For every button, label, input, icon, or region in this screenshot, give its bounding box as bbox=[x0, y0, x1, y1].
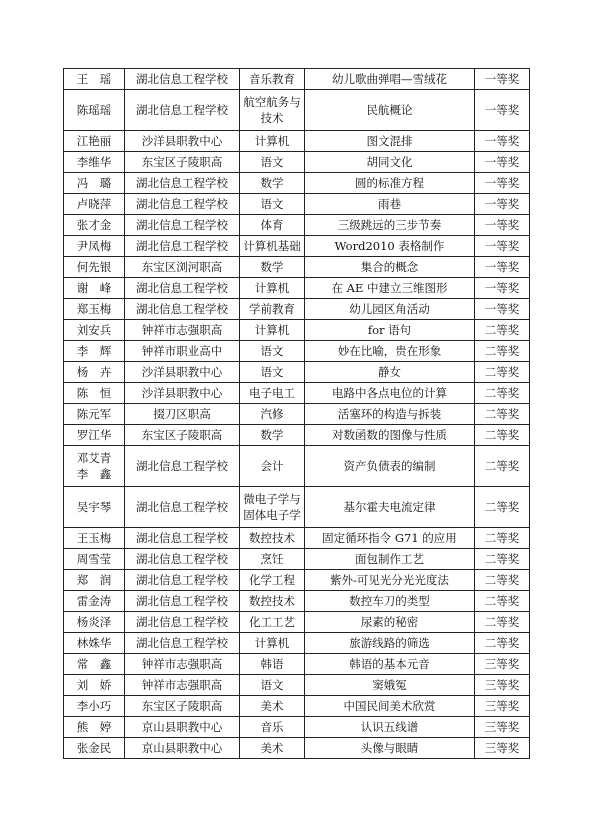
lesson-topic-cell: 电路中各点电位的计算 bbox=[305, 383, 475, 404]
lesson-topic-cell: 圆的标准方程 bbox=[305, 173, 475, 194]
lesson-topic-cell: 三级跳远的三步节奏 bbox=[305, 215, 475, 236]
major-cell: 学前教育 bbox=[240, 299, 305, 320]
award-level-cell: 一等奖 bbox=[475, 131, 530, 152]
school-cell: 湖北信息工程学校 bbox=[125, 487, 240, 528]
major-cell: 韩语 bbox=[240, 654, 305, 675]
school-cell: 湖北信息工程学校 bbox=[125, 446, 240, 487]
table-row bbox=[64, 654, 530, 675]
award-level-cell: 三等奖 bbox=[475, 675, 530, 696]
school-cell: 掇刀区职高 bbox=[125, 404, 240, 425]
major-cell: 电子电工 bbox=[240, 383, 305, 404]
school-cell: 湖北信息工程学校 bbox=[125, 90, 240, 131]
teacher-name-cell: 张金民 bbox=[64, 738, 125, 759]
teacher-name-cell: 刘安兵 bbox=[64, 320, 125, 341]
lesson-topic-cell: 静女 bbox=[305, 362, 475, 383]
teacher-name-cell: 周雪莹 bbox=[64, 549, 125, 570]
lesson-topic-cell: 窦娥冤 bbox=[305, 675, 475, 696]
lesson-topic-cell: 在 AE 中建立三维图形 bbox=[305, 278, 475, 299]
award-level-cell: 二等奖 bbox=[475, 591, 530, 612]
teacher-name-cell: 陈元军 bbox=[64, 404, 125, 425]
teacher-name-cell: 林姝华 bbox=[64, 633, 125, 654]
award-level-cell: 二等奖 bbox=[475, 383, 530, 404]
school-cell: 东宝区子陵职高 bbox=[125, 696, 240, 717]
award-level-cell: 三等奖 bbox=[475, 654, 530, 675]
table-row bbox=[64, 320, 530, 341]
teacher-name-cell: 何先银 bbox=[64, 257, 125, 278]
award-level-cell: 二等奖 bbox=[475, 633, 530, 654]
award-level-cell: 二等奖 bbox=[475, 362, 530, 383]
table-row bbox=[64, 717, 530, 738]
lesson-topic-cell: 面包制作工艺 bbox=[305, 549, 475, 570]
lesson-topic-cell: 紫外-可见光分光光度法 bbox=[305, 570, 475, 591]
major-cell: 计算机 bbox=[240, 320, 305, 341]
school-cell: 京山县职教中心 bbox=[125, 738, 240, 759]
table-row bbox=[64, 341, 530, 362]
teacher-name-cell: 王玉梅 bbox=[64, 528, 125, 549]
teacher-name-cell bbox=[64, 446, 125, 487]
award-level-cell: 二等奖 bbox=[475, 487, 530, 528]
teacher-name-cell-line: 李 鑫 bbox=[76, 467, 112, 481]
major-cell bbox=[240, 487, 305, 528]
teacher-name-cell-line: 邓艾青 bbox=[76, 451, 112, 465]
school-cell: 湖北信息工程学校 bbox=[125, 173, 240, 194]
table-row bbox=[64, 425, 530, 446]
school-cell: 湖北信息工程学校 bbox=[125, 69, 240, 90]
major-cell: 数控技术 bbox=[240, 591, 305, 612]
table-row bbox=[64, 570, 530, 591]
teacher-name-cell: 谢 峰 bbox=[64, 278, 125, 299]
teacher-name-cell: 郑玉梅 bbox=[64, 299, 125, 320]
major-cell: 化工工艺 bbox=[240, 612, 305, 633]
lesson-topic-cell: for 语句 bbox=[305, 320, 475, 341]
major-cell: 美术 bbox=[240, 738, 305, 759]
award-level-cell: 一等奖 bbox=[475, 299, 530, 320]
school-cell: 钟祥市志强职高 bbox=[125, 320, 240, 341]
lesson-topic-cell: 雨巷 bbox=[305, 194, 475, 215]
major-cell: 计算机 bbox=[240, 131, 305, 152]
major-cell: 体育 bbox=[240, 215, 305, 236]
table-row bbox=[64, 362, 530, 383]
award-level-cell: 一等奖 bbox=[475, 236, 530, 257]
award-level-cell: 一等奖 bbox=[475, 215, 530, 236]
school-cell: 钟祥市志强职高 bbox=[125, 675, 240, 696]
school-cell: 钟祥市职业高中 bbox=[125, 341, 240, 362]
table-row bbox=[64, 152, 530, 173]
lesson-topic-cell: 活塞环的构造与拆装 bbox=[305, 404, 475, 425]
teacher-name-cell: 郑 润 bbox=[64, 570, 125, 591]
major-cell: 汽修 bbox=[240, 404, 305, 425]
teacher-name-cell: 李 辉 bbox=[64, 341, 125, 362]
major-cell-line: 技术 bbox=[260, 111, 284, 125]
table-row bbox=[64, 194, 530, 215]
teacher-name-cell: 常 鑫 bbox=[64, 654, 125, 675]
school-cell: 湖北信息工程学校 bbox=[125, 633, 240, 654]
major-cell: 计算机 bbox=[240, 278, 305, 299]
major-cell: 音乐教育 bbox=[240, 69, 305, 90]
teacher-name-cell: 李小巧 bbox=[64, 696, 125, 717]
major-cell: 语文 bbox=[240, 194, 305, 215]
major-cell: 语文 bbox=[240, 362, 305, 383]
award-level-cell: 一等奖 bbox=[475, 194, 530, 215]
table-row bbox=[64, 69, 530, 90]
table-row bbox=[64, 131, 530, 152]
lesson-topic-cell: 基尔霍夫电流定律 bbox=[305, 487, 475, 528]
school-cell: 东宝区子陵职高 bbox=[125, 152, 240, 173]
award-level-cell: 一等奖 bbox=[475, 152, 530, 173]
awards-table bbox=[63, 68, 530, 759]
table-row bbox=[64, 90, 530, 131]
award-level-cell: 二等奖 bbox=[475, 404, 530, 425]
teacher-name-cell: 杨炎泽 bbox=[64, 612, 125, 633]
school-cell: 钟祥市志强职高 bbox=[125, 654, 240, 675]
teacher-name-cell: 李维华 bbox=[64, 152, 125, 173]
lesson-topic-cell: 中国民间美术欣赏 bbox=[305, 696, 475, 717]
major-cell: 美术 bbox=[240, 696, 305, 717]
award-level-cell: 二等奖 bbox=[475, 528, 530, 549]
lesson-topic-cell: 对数函数的图像与性质 bbox=[305, 425, 475, 446]
major-cell-line: 固体电子学 bbox=[243, 508, 301, 522]
major-cell: 数学 bbox=[240, 173, 305, 194]
school-cell: 东宝区浏河职高 bbox=[125, 257, 240, 278]
teacher-name-cell: 尹凤梅 bbox=[64, 236, 125, 257]
teacher-name-cell: 陈 恒 bbox=[64, 383, 125, 404]
teacher-name-cell: 刘 娇 bbox=[64, 675, 125, 696]
lesson-topic-cell: Word2010 表格制作 bbox=[305, 236, 475, 257]
table-row bbox=[64, 446, 530, 487]
major-cell: 烹饪 bbox=[240, 549, 305, 570]
school-cell: 湖北信息工程学校 bbox=[125, 194, 240, 215]
table-row bbox=[64, 696, 530, 717]
major-cell: 音乐 bbox=[240, 717, 305, 738]
lesson-topic-cell: 韩语的基本元音 bbox=[305, 654, 475, 675]
teacher-name-cell: 卢晓萍 bbox=[64, 194, 125, 215]
teacher-name-cell: 冯 璐 bbox=[64, 173, 125, 194]
major-cell: 计算机基础 bbox=[240, 236, 305, 257]
teacher-name-cell: 吴宇琴 bbox=[64, 487, 125, 528]
major-cell: 数学 bbox=[240, 257, 305, 278]
major-cell: 计算机 bbox=[240, 633, 305, 654]
table-row bbox=[64, 591, 530, 612]
school-cell: 沙洋县职教中心 bbox=[125, 383, 240, 404]
school-cell: 湖北信息工程学校 bbox=[125, 299, 240, 320]
award-level-cell: 二等奖 bbox=[475, 570, 530, 591]
award-level-cell: 一等奖 bbox=[475, 257, 530, 278]
school-cell: 湖北信息工程学校 bbox=[125, 528, 240, 549]
major-cell: 语文 bbox=[240, 152, 305, 173]
table-row bbox=[64, 549, 530, 570]
major-cell-line: 微电子学与 bbox=[243, 492, 301, 506]
table-row bbox=[64, 215, 530, 236]
lesson-topic-cell: 幼儿园区角活动 bbox=[305, 299, 475, 320]
school-cell: 湖北信息工程学校 bbox=[125, 236, 240, 257]
award-level-cell: 二等奖 bbox=[475, 320, 530, 341]
teacher-name-cell: 杨 卉 bbox=[64, 362, 125, 383]
school-cell: 湖北信息工程学校 bbox=[125, 570, 240, 591]
award-level-cell: 三等奖 bbox=[475, 738, 530, 759]
lesson-topic-cell: 资产负债表的编制 bbox=[305, 446, 475, 487]
major-cell: 数学 bbox=[240, 425, 305, 446]
school-cell: 沙洋县职教中心 bbox=[125, 131, 240, 152]
table-row bbox=[64, 675, 530, 696]
table-row bbox=[64, 404, 530, 425]
award-level-cell: 一等奖 bbox=[475, 173, 530, 194]
teacher-name-cell: 王 瑶 bbox=[64, 69, 125, 90]
teacher-name-cell: 张才金 bbox=[64, 215, 125, 236]
table-row bbox=[64, 173, 530, 194]
major-cell: 语文 bbox=[240, 341, 305, 362]
table-row bbox=[64, 383, 530, 404]
table-row bbox=[64, 236, 530, 257]
award-level-cell: 二等奖 bbox=[475, 425, 530, 446]
award-level-cell: 一等奖 bbox=[475, 90, 530, 131]
lesson-topic-cell: 民航概论 bbox=[305, 90, 475, 131]
lesson-topic-cell: 妙在比喻，贵在形象 bbox=[305, 341, 475, 362]
major-cell: 化学工程 bbox=[240, 570, 305, 591]
teacher-name-cell: 罗江华 bbox=[64, 425, 125, 446]
lesson-topic-cell: 幼儿歌曲弹唱—雪绒花 bbox=[305, 69, 475, 90]
major-cell: 数控技术 bbox=[240, 528, 305, 549]
lesson-topic-cell: 尿素的秘密 bbox=[305, 612, 475, 633]
teacher-name-cell: 江艳丽 bbox=[64, 131, 125, 152]
school-cell: 湖北信息工程学校 bbox=[125, 612, 240, 633]
award-level-cell: 三等奖 bbox=[475, 696, 530, 717]
lesson-topic-cell: 头像与眼睛 bbox=[305, 738, 475, 759]
table-row bbox=[64, 257, 530, 278]
lesson-topic-cell: 图文混排 bbox=[305, 131, 475, 152]
award-level-cell: 一等奖 bbox=[475, 278, 530, 299]
school-cell: 京山县职教中心 bbox=[125, 717, 240, 738]
table-row bbox=[64, 633, 530, 654]
award-level-cell: 三等奖 bbox=[475, 717, 530, 738]
major-cell-line: 航空航务与 bbox=[243, 95, 301, 109]
award-level-cell: 二等奖 bbox=[475, 549, 530, 570]
table-row bbox=[64, 528, 530, 549]
school-cell: 东宝区子陵职高 bbox=[125, 425, 240, 446]
award-level-cell: 二等奖 bbox=[475, 341, 530, 362]
lesson-topic-cell: 数控车刀的类型 bbox=[305, 591, 475, 612]
table-row bbox=[64, 612, 530, 633]
lesson-topic-cell: 旅游线路的筛选 bbox=[305, 633, 475, 654]
table-row bbox=[64, 487, 530, 528]
table-row bbox=[64, 738, 530, 759]
award-level-cell: 二等奖 bbox=[475, 612, 530, 633]
teacher-name-cell: 陈瑶瑶 bbox=[64, 90, 125, 131]
awards-table-body bbox=[64, 69, 530, 759]
award-level-cell: 二等奖 bbox=[475, 446, 530, 487]
lesson-topic-cell: 胡同文化 bbox=[305, 152, 475, 173]
school-cell: 沙洋县职教中心 bbox=[125, 362, 240, 383]
school-cell: 湖北信息工程学校 bbox=[125, 591, 240, 612]
school-cell: 湖北信息工程学校 bbox=[125, 215, 240, 236]
teacher-name-cell: 熊 婷 bbox=[64, 717, 125, 738]
lesson-topic-cell: 认识五线谱 bbox=[305, 717, 475, 738]
teacher-name-cell: 雷金涛 bbox=[64, 591, 125, 612]
lesson-topic-cell: 集合的概念 bbox=[305, 257, 475, 278]
major-cell: 语文 bbox=[240, 675, 305, 696]
award-level-cell: 一等奖 bbox=[475, 69, 530, 90]
school-cell: 湖北信息工程学校 bbox=[125, 278, 240, 299]
major-cell bbox=[240, 90, 305, 131]
table-row bbox=[64, 278, 530, 299]
lesson-topic-cell: 固定循环指令 G71 的应用 bbox=[305, 528, 475, 549]
major-cell: 会计 bbox=[240, 446, 305, 487]
school-cell: 湖北信息工程学校 bbox=[125, 549, 240, 570]
table-row bbox=[64, 299, 530, 320]
